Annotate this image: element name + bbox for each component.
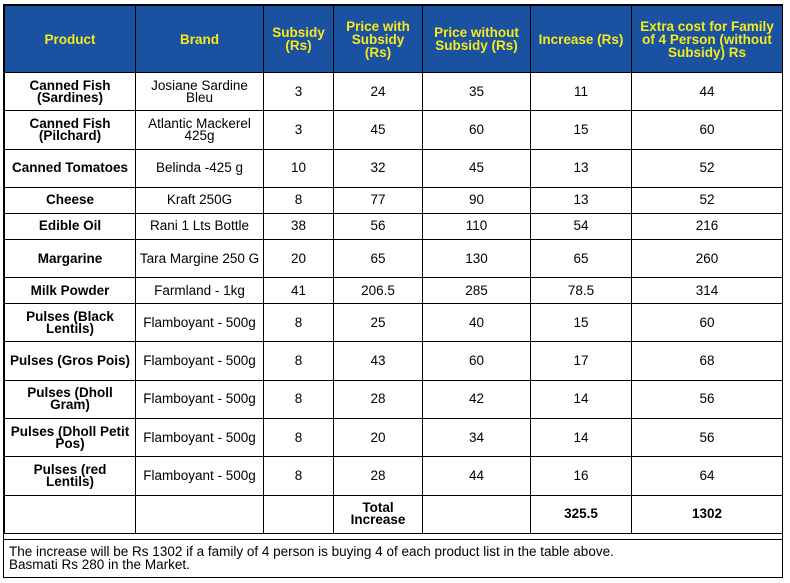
price-without-subsidy-cell: 35 (423, 73, 531, 111)
table-row (5, 342, 783, 380)
product-cell: Canned Tomatoes (5, 149, 136, 187)
increase-cell: 13 (531, 187, 632, 213)
increase-cell: 14 (531, 419, 632, 457)
extra-cost-cell: 64 (632, 457, 783, 495)
price-without-subsidy-cell: 34 (423, 419, 531, 457)
header-product: Product (5, 6, 136, 73)
increase-cell: 11 (531, 73, 632, 111)
price-without-subsidy-cell: 44 (423, 457, 531, 495)
table-row (5, 457, 783, 495)
product-cell: Milk Powder (5, 278, 136, 304)
table-row (5, 380, 783, 418)
brand-cell: Tara Margine 250 G (136, 239, 264, 277)
brand-cell: Flamboyant - 500g (136, 342, 264, 380)
subsidy-table-container (3, 4, 783, 578)
price-without-subsidy-cell: 130 (423, 239, 531, 277)
product-cell: Cheese (5, 187, 136, 213)
subsidy-table (4, 5, 783, 534)
extra-cost-cell: 260 (632, 239, 783, 277)
extra-cost-cell: 68 (632, 342, 783, 380)
price-without-subsidy-cell: 42 (423, 380, 531, 418)
product-cell: Canned Fish (Pilchard) (5, 111, 136, 149)
subsidy-cell: 8 (264, 380, 334, 418)
brand-cell: Flamboyant - 500g (136, 419, 264, 457)
subsidy-cell: 10 (264, 149, 334, 187)
price-with-subsidy-cell: 45 (334, 111, 423, 149)
increase-cell: 16 (531, 457, 632, 495)
brand-cell: Rani 1 Lts Bottle (136, 213, 264, 239)
table-row (5, 187, 783, 213)
subsidy-cell: 8 (264, 304, 334, 342)
header-subsidy: Subsidy (Rs) (264, 6, 334, 73)
table-row (5, 73, 783, 111)
footnote (4, 539, 782, 577)
brand-cell: Atlantic Mackerel 425g (136, 111, 264, 149)
price-with-subsidy-cell: 20 (334, 419, 423, 457)
product-cell: Canned Fish (Sardines) (5, 73, 136, 111)
brand-cell: Farmland - 1kg (136, 278, 264, 304)
table-row (5, 111, 783, 149)
extra-cost-cell: 52 (632, 187, 783, 213)
brand-cell: Flamboyant - 500g (136, 457, 264, 495)
header-extra-cost: Extra cost for Family of 4 Person (without Subsidy) Rs (632, 6, 783, 73)
total-row (5, 495, 783, 533)
increase-cell: 65 (531, 239, 632, 277)
increase-cell: 15 (531, 304, 632, 342)
price-with-subsidy-cell: 77 (334, 187, 423, 213)
header-increase: Increase (Rs) (531, 6, 632, 73)
extra-cost-cell: 52 (632, 149, 783, 187)
price-with-subsidy-cell: 28 (334, 457, 423, 495)
product-cell: Pulses (red Lentils) (5, 457, 136, 495)
table-row (5, 304, 783, 342)
subsidy-cell: 3 (264, 111, 334, 149)
empty-cell (423, 495, 531, 533)
increase-cell: 17 (531, 342, 632, 380)
increase-cell: 78.5 (531, 278, 632, 304)
price-without-subsidy-cell: 110 (423, 213, 531, 239)
price-with-subsidy-cell: 32 (334, 149, 423, 187)
header-price-without-subsidy: Price without Subsidy (Rs) (423, 6, 531, 73)
increase-cell: 54 (531, 213, 632, 239)
price-with-subsidy-cell: 56 (334, 213, 423, 239)
table-row (5, 239, 783, 277)
subsidy-cell: 8 (264, 457, 334, 495)
total-label: Total Increase (334, 495, 423, 533)
price-without-subsidy-cell: 60 (423, 111, 531, 149)
product-cell: Pulses (Gros Pois) (5, 342, 136, 380)
brand-cell: Belinda -425 g (136, 149, 264, 187)
header-price-with-subsidy: Price with Subsidy (Rs) (334, 6, 423, 73)
extra-cost-cell: 216 (632, 213, 783, 239)
price-with-subsidy-cell: 65 (334, 239, 423, 277)
product-cell: Edible Oil (5, 213, 136, 239)
product-cell: Pulses (Black Lentils) (5, 304, 136, 342)
price-without-subsidy-cell: 285 (423, 278, 531, 304)
price-without-subsidy-cell: 45 (423, 149, 531, 187)
extra-cost-cell: 60 (632, 304, 783, 342)
increase-cell: 15 (531, 111, 632, 149)
brand-cell: Flamboyant - 500g (136, 380, 264, 418)
product-cell: Pulses (Dholl Petit Pos) (5, 419, 136, 457)
subsidy-cell: 3 (264, 73, 334, 111)
header-row (5, 6, 783, 73)
table-row (5, 419, 783, 457)
extra-cost-cell: 60 (632, 111, 783, 149)
empty-cell (136, 495, 264, 533)
subsidy-cell: 38 (264, 213, 334, 239)
extra-cost-cell: 56 (632, 419, 783, 457)
increase-cell: 14 (531, 380, 632, 418)
subsidy-cell: 8 (264, 187, 334, 213)
footnote-line-2: Basmati Rs 280 in the Market. (9, 557, 190, 572)
price-without-subsidy-cell: 40 (423, 304, 531, 342)
subsidy-cell: 8 (264, 342, 334, 380)
footnote-line-1: The increase will be Rs 1302 if a family of 4 person is buying 4 of each product list in the table above. (9, 544, 614, 559)
header-brand: Brand (136, 6, 264, 73)
price-with-subsidy-cell: 25 (334, 304, 423, 342)
total-increase: 325.5 (531, 495, 632, 533)
extra-cost-cell: 44 (632, 73, 783, 111)
brand-cell: Flamboyant - 500g (136, 304, 264, 342)
price-with-subsidy-cell: 28 (334, 380, 423, 418)
brand-cell: Josiane Sardine Bleu (136, 73, 264, 111)
subsidy-cell: 20 (264, 239, 334, 277)
table-row (5, 278, 783, 304)
subsidy-cell: 8 (264, 419, 334, 457)
empty-cell (5, 495, 136, 533)
subsidy-cell: 41 (264, 278, 334, 304)
extra-cost-cell: 56 (632, 380, 783, 418)
brand-cell: Kraft 250G (136, 187, 264, 213)
product-cell: Pulses (Dholl Gram) (5, 380, 136, 418)
table-row (5, 149, 783, 187)
price-with-subsidy-cell: 43 (334, 342, 423, 380)
price-with-subsidy-cell: 24 (334, 73, 423, 111)
price-without-subsidy-cell: 60 (423, 342, 531, 380)
price-with-subsidy-cell: 206.5 (334, 278, 423, 304)
table-row (5, 213, 783, 239)
extra-cost-cell: 314 (632, 278, 783, 304)
price-without-subsidy-cell: 90 (423, 187, 531, 213)
total-extra-cost: 1302 (632, 495, 783, 533)
empty-cell (264, 495, 334, 533)
increase-cell: 13 (531, 149, 632, 187)
product-cell: Margarine (5, 239, 136, 277)
